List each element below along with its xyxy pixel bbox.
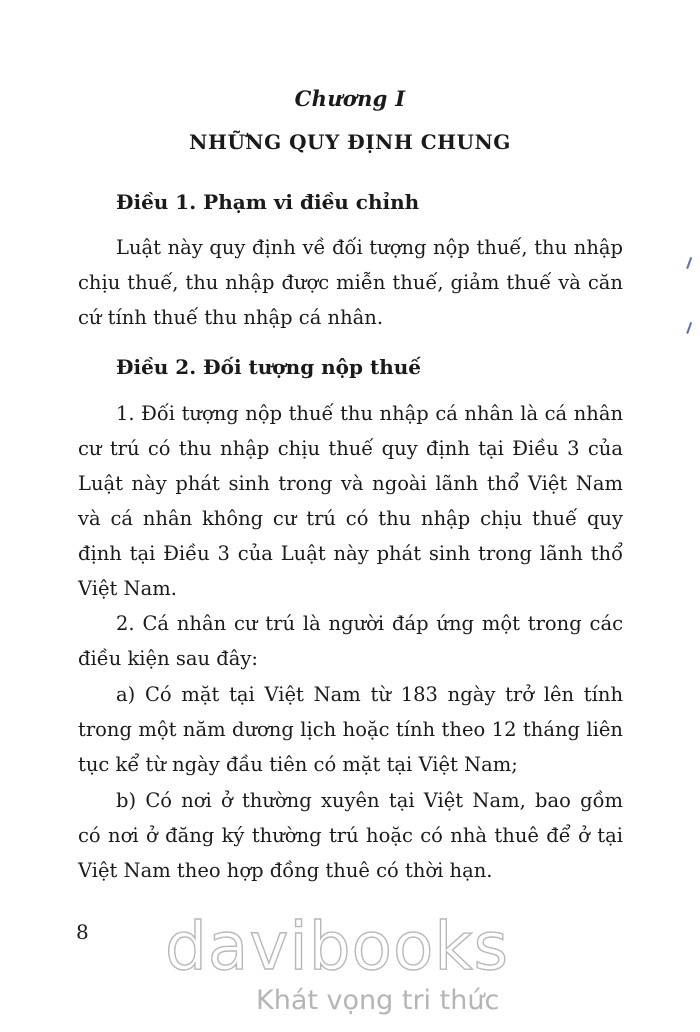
clause-2-line: 2. Cá nhân cư trú là người đáp ứng một trong các [116, 612, 623, 635]
watermark-tagline: Khát vọng tri thức [256, 985, 500, 1016]
article-1-line: cứ tính thuế thu nhập cá nhân. [78, 306, 384, 329]
clause-1-line: và cá nhân không cư trú có thu nhập chịu thuế quy [78, 507, 623, 530]
clause-1-line: Việt Nam. [78, 577, 177, 600]
clause-1-line: định tại Điều 3 của Luật này phát sinh trong lãnh thổ [78, 542, 623, 565]
clause-1-line: Luật này phát sinh trong và ngoài lãnh thổ Việt Nam [78, 472, 623, 495]
watermark-logo: davibooks [165, 908, 509, 985]
margin-mark-icon [686, 257, 698, 271]
clause-1-line: cư trú có thu nhập chịu thuế quy định tại Điều 3 của [78, 437, 623, 460]
article-1-heading: Điều 1. Phạm vi điều chỉnh [116, 190, 420, 214]
point-b-line: có nơi ở đăng ký thường trú hoặc có nhà thuê để ở tại [78, 824, 623, 847]
point-a-line: tục kể từ ngày đầu tiên có mặt tại Việt Nam; [78, 753, 518, 776]
margin-mark-icon [686, 322, 698, 336]
article-2-heading: Điều 2. Đối tượng nộp thuế [116, 355, 422, 379]
article-1-line: chịu thuế, thu nhập được miễn thuế, giảm thuế và căn [78, 271, 623, 294]
point-b-line: b) Có nơi ở thường xuyên tại Việt Nam, bao gồm [116, 789, 623, 812]
section-title: NHỮNG QUY ĐỊNH CHUNG [189, 130, 511, 154]
point-b-line: Việt Nam theo hợp đồng thuê có thời hạn. [78, 859, 493, 882]
clause-2-line: điều kiện sau đây: [78, 647, 258, 670]
point-a-line: a) Có mặt tại Việt Nam từ 183 ngày trở lên tính [116, 683, 623, 706]
page-number: 8 [76, 920, 89, 944]
article-1-line: Luật này quy định về đối tượng nộp thuế, thu nhập [116, 236, 623, 259]
clause-1-line: 1. Đối tượng nộp thuế thu nhập cá nhân là cá nhân [116, 402, 623, 425]
chapter-title: Chương I [294, 86, 406, 111]
point-a-line: trong một năm dương lịch hoặc tính theo 12 tháng liên [78, 718, 623, 741]
